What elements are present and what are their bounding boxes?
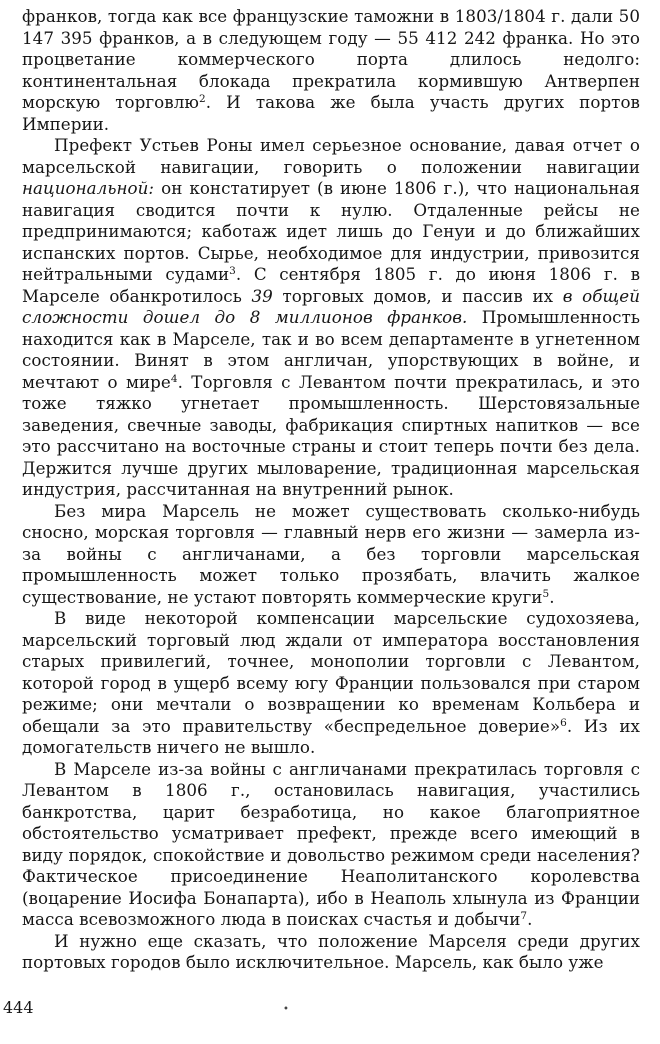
paragraph: [22, 6, 640, 135]
text-run: Префект Устьев Роны имел серьезное основание, давая отчет о марсельской навигации, говорить о положении навигации: [22, 135, 640, 177]
paragraph: [22, 608, 640, 759]
text-run: В Марселе из-за войны с англичанами прекратилась торговля с Левантом в 1806 г., остановилась навигация, участились банкротства, царит безработица, но какое благоприятное обстоятельство усматривает префект, прежде всего имеющий в виду порядок, спокойствие и довольство режимом среди населения? Фактическое присоединение Неаполитанского королевства (воцарение Иосифа Бонапарта), ибо в Неаполь хлынула из Франции масса всевозможного люда в поисках счастья и добычи: [22, 758, 640, 929]
text-run: Промышленность находится как в Марселе, так и во всем департаменте в угнетенном состоянии. Винят в этом англичан, упорствующих в войне, и мечтают о мире: [22, 307, 640, 392]
paragraph: [22, 501, 640, 609]
footnote-ref: 3: [229, 265, 236, 277]
paragraph: [22, 931, 640, 974]
text-body: [22, 6, 640, 974]
text-run: . Из их домогательств ничего не вышло.: [22, 715, 640, 757]
text-run: . С сентября 1805 г. до июня 1806 г. в Марселе обанкротилось: [22, 264, 641, 306]
text-run: . И такова же была участь других портов Империи.: [22, 92, 640, 134]
footnote-ref: 5: [542, 587, 550, 600]
text-run: .: [527, 909, 533, 929]
footnote-ref: 7: [520, 910, 528, 922]
italic-text: национальной:: [22, 178, 155, 198]
italic-text: в общей сложности дошел до 8 миллионов франков.: [22, 285, 640, 327]
footnote-ref: 4: [170, 372, 178, 385]
italic-text: 39: [251, 285, 273, 306]
text-run: он констатирует (в июне 1806 г.), что национальная навигация сводится почти к нулю. Отдаленные рейсы не предпринимаются; каботаж идет лишь до Генуи и до ближайших испанских портов. Сырье, необходимое для индустрии, привозится нейтральными судами: [22, 178, 640, 284]
text-run: торговых домов, и пассив их: [272, 285, 563, 306]
text-run: франков, тогда как все французские таможни в 1803/1804 г. дали 50 147 395 франков, а в следующем году — 55 412 242 франка. Но это процветание коммерческого порта длилось недолго: континентальная блокада прекратила кормившую Антверпен морскую торговлю: [22, 6, 640, 112]
paragraph: [22, 759, 640, 931]
text-run: . Торговля с Левантом почти прекратилась, и это тоже тяжко угнетает промышленность. Шерстовязальные заведения, свечные заводы, фабрикация спиртных напитков — все это рассчитано на восточные страны и стоит теперь почти без дела. Держится лучше других мыловарение, традиционная марсельская индустрия, рассчитанная на внутренний рынок.: [22, 371, 640, 499]
paragraph: [22, 135, 640, 501]
page-number: 444: [3, 998, 34, 1017]
footnote-ref: 2: [198, 93, 206, 105]
text-run: .: [549, 586, 555, 607]
text-run: Без мира Марсель не может существовать сколько-нибудь сносно, морская торговля — главный нерв его жизни — замерла из-за войны с англичанами, а без торговли марсельская промышленность может только прозябать, влачить жалкое существование, не устают повторять коммерческие круги: [22, 500, 640, 607]
text-run: И нужно еще сказать, что положение Марселя среди других портовых городов было исключительное. Марсель, как было уже: [22, 930, 640, 972]
stray-mark: •: [283, 1004, 289, 1015]
book-page: [22, 6, 640, 1006]
text-run: В виде некоторой компенсации марсельские судохозяева, марсельский торговый люд ждали от императора восстановления старых привилегий, точнее, монополии торговли с Левантом, которой город в ущерб всему югу Франции пользовался при старом режиме; они мечтали о возвращении ко временам Кольбера и обещали за это правительству «беспредельное доверие»: [22, 608, 640, 736]
footnote-ref: 6: [560, 716, 567, 729]
